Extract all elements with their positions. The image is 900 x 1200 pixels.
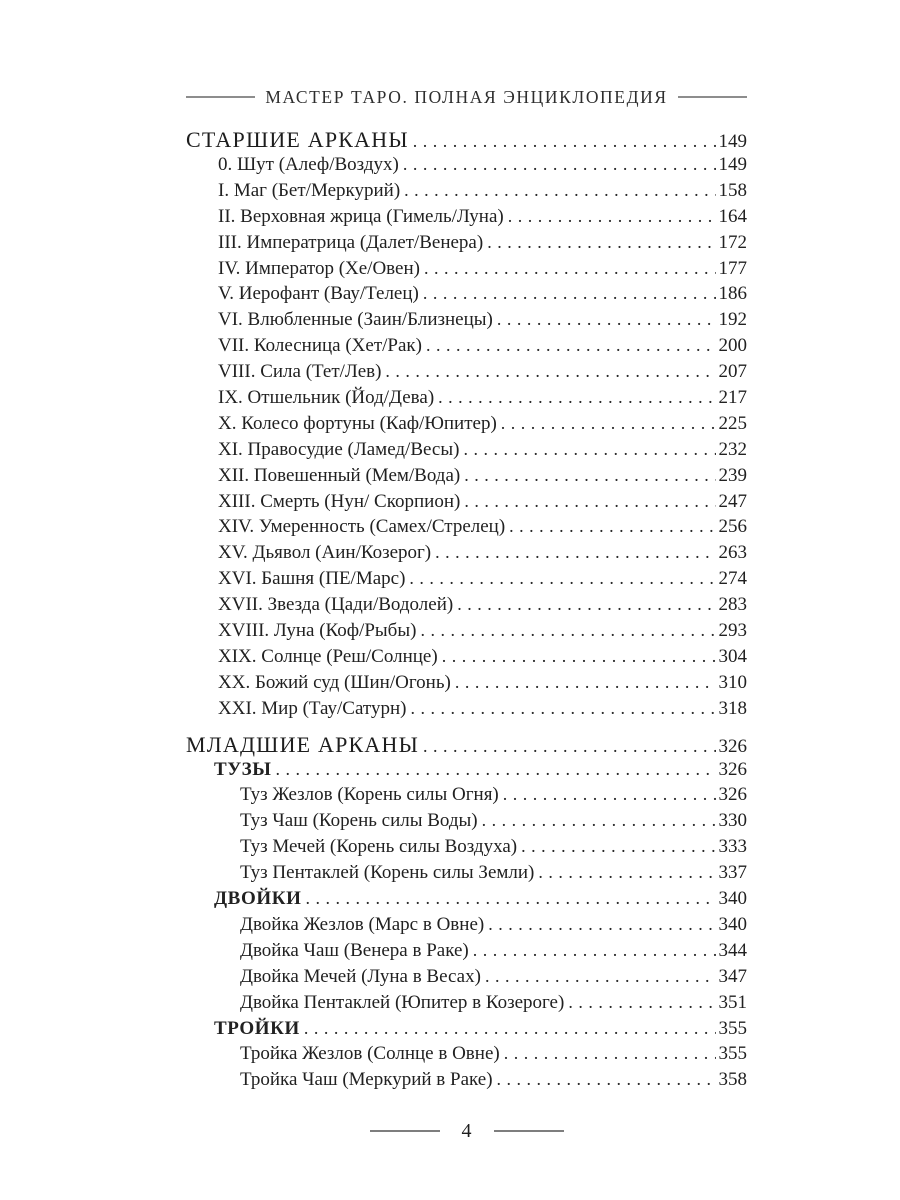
toc-entry-page-number: 158 xyxy=(718,179,747,201)
toc-entry xyxy=(186,283,747,309)
toc-entry-page-number: 192 xyxy=(718,309,747,331)
toc-entry xyxy=(186,594,747,620)
toc-entry-title: Туз Жезлов (Корень силы Огня) xyxy=(240,784,499,806)
dot-leader xyxy=(410,698,715,719)
toc-entry xyxy=(186,940,747,966)
dot-leader xyxy=(521,836,715,857)
toc-entry xyxy=(186,620,747,646)
toc-entry xyxy=(186,646,747,672)
toc-entry xyxy=(186,759,747,785)
toc-entry-page-number: 239 xyxy=(718,464,747,486)
toc-entry-page-number: 186 xyxy=(718,283,747,305)
toc-entry-title: ТРОЙКИ xyxy=(214,1017,300,1039)
dot-leader xyxy=(409,568,715,589)
toc-entry-title: Туз Чаш (Корень силы Воды) xyxy=(240,810,478,832)
page-footer xyxy=(186,1118,747,1144)
toc-entry-page-number: 358 xyxy=(718,1069,747,1091)
toc-entry-page-number: 149 xyxy=(718,131,747,152)
toc-entry-page-number: 355 xyxy=(718,1043,747,1065)
toc-entry xyxy=(186,206,747,232)
toc-entry xyxy=(186,154,747,180)
dot-leader xyxy=(275,759,715,780)
toc-entry-title: XXI. Мир (Тау/Сатурн) xyxy=(218,697,407,719)
dot-leader xyxy=(568,992,715,1013)
toc-entry-title: ТУЗЫ xyxy=(214,758,272,780)
toc-entry-title: 0. Шут (Алеф/Воздух) xyxy=(218,154,399,175)
toc-entry-page-number: 326 xyxy=(718,758,747,780)
toc-entry xyxy=(186,966,747,992)
dot-leader xyxy=(423,283,716,304)
footer-rule-left xyxy=(370,1130,440,1132)
toc-entry-title: XIX. Солнце (Реш/Солнце) xyxy=(218,645,438,667)
toc-entry-page-number: 293 xyxy=(718,620,747,642)
toc-entry-title: VII. Колесница (Хет/Рак) xyxy=(218,335,422,357)
toc-entry-page-number: 344 xyxy=(718,939,747,961)
toc-entry-page-number: 217 xyxy=(718,387,747,409)
toc-entry xyxy=(186,232,747,258)
toc-entry-title: XIV. Умеренность (Самех/Стрелец) xyxy=(218,516,506,538)
toc-entry-page-number: 347 xyxy=(718,965,747,987)
toc-entry xyxy=(186,491,747,517)
toc-entry-title: Двойка Чаш (Венера в Раке) xyxy=(240,939,469,961)
toc-entry-title: X. Колесо фортуны (Каф/Юпитер) xyxy=(218,412,497,434)
dot-leader xyxy=(420,620,715,641)
toc-entry-title: Тройка Жезлов (Солнце в Овне) xyxy=(240,1043,500,1065)
toc-entry-page-number: 304 xyxy=(718,645,747,667)
dot-leader xyxy=(404,180,715,201)
toc-entry xyxy=(186,361,747,387)
dot-leader xyxy=(435,542,715,563)
toc-entry xyxy=(186,465,747,491)
toc-entry-page-number: 326 xyxy=(718,735,747,757)
toc-entry-page-number: 340 xyxy=(718,888,747,910)
dot-leader xyxy=(509,516,715,537)
toc-entry-title: Тройка Чаш (Меркурий в Раке) xyxy=(240,1069,493,1091)
toc-entry-title: Двойка Пентаклей (Юпитер в Козероге) xyxy=(240,991,565,1013)
table-of-contents xyxy=(186,127,747,1095)
toc-entry-title: IX. Отшельник (Йод/Дева) xyxy=(218,387,435,409)
toc-entry-page-number: 225 xyxy=(718,412,747,434)
dot-leader xyxy=(487,232,715,253)
dot-leader xyxy=(473,940,716,961)
toc-entry-title: СТАРШИЕ АРКАНЫ xyxy=(186,127,409,152)
toc-entry xyxy=(186,672,747,698)
toc-entry xyxy=(186,127,747,154)
toc-entry-title: VI. Влюбленные (Заин/Близнецы) xyxy=(218,309,493,331)
dot-leader xyxy=(385,361,715,382)
toc-entry-title: XX. Божий суд (Шин/Огонь) xyxy=(218,671,451,693)
dot-leader xyxy=(424,258,716,279)
dot-leader xyxy=(504,1043,716,1064)
toc-entry-title: ДВОЙКИ xyxy=(214,888,302,910)
toc-entry-page-number: 283 xyxy=(718,594,747,616)
dot-leader xyxy=(457,594,715,615)
toc-entry xyxy=(186,180,747,206)
toc-entry-page-number: 340 xyxy=(718,913,747,935)
toc-entry xyxy=(186,784,747,810)
toc-entry xyxy=(186,568,747,594)
toc-entry-title: XVIII. Луна (Коф/Рыбы) xyxy=(218,620,417,642)
toc-entry-title: Двойка Жезлов (Марс в Овне) xyxy=(240,913,485,935)
toc-entry-title: Двойка Мечей (Луна в Весах) xyxy=(240,965,481,987)
dot-leader xyxy=(423,736,716,757)
toc-entry xyxy=(186,888,747,914)
toc-entry-title: XVII. Звезда (Цади/Водолей) xyxy=(218,594,454,616)
toc-entry-page-number: 337 xyxy=(718,862,747,884)
toc-entry-title: IV. Император (Хе/Овен) xyxy=(218,257,420,279)
dot-leader xyxy=(305,888,715,909)
toc-entry xyxy=(186,698,747,724)
toc-entry-page-number: 256 xyxy=(718,516,747,538)
toc-entry-page-number: 351 xyxy=(718,991,747,1013)
toc-entry-title: I. Маг (Бет/Меркурий) xyxy=(218,179,401,201)
page-content xyxy=(186,0,747,1095)
toc-entry xyxy=(186,914,747,940)
dot-leader xyxy=(488,914,715,935)
running-head xyxy=(186,86,747,108)
toc-entry xyxy=(186,258,747,284)
dot-leader xyxy=(538,862,715,883)
toc-entry-page-number: 172 xyxy=(718,231,747,253)
toc-entry xyxy=(186,516,747,542)
toc-entry-page-number: 164 xyxy=(718,205,747,227)
toc-entry-page-number: 232 xyxy=(718,438,747,460)
dot-leader xyxy=(438,387,715,408)
toc-entry xyxy=(186,387,747,413)
toc-entry-title: XI. Правосудие (Ламед/Весы) xyxy=(218,438,460,460)
toc-entry xyxy=(186,732,747,759)
running-head-title: МАСТЕР ТАРО. ПОЛНАЯ ЭНЦИКЛОПЕДИЯ xyxy=(265,86,668,107)
dot-leader xyxy=(413,131,716,152)
toc-entry xyxy=(186,542,747,568)
dot-leader xyxy=(464,465,715,486)
toc-entry-page-number: 355 xyxy=(718,1017,747,1039)
dot-leader xyxy=(464,491,715,512)
dot-leader xyxy=(426,335,716,356)
toc-entry-page-number: 177 xyxy=(718,257,747,279)
dot-leader xyxy=(482,810,716,831)
toc-entry-title: XV. Дьявол (Аин/Козерог) xyxy=(218,542,432,564)
dot-leader xyxy=(304,1018,716,1039)
toc-entry xyxy=(186,1043,747,1069)
toc-entry xyxy=(186,413,747,439)
toc-entry-title: II. Верховная жрица (Гимель/Луна) xyxy=(218,205,504,227)
toc-entry-title: XII. Повешенный (Мем/Вода) xyxy=(218,464,461,486)
toc-entry xyxy=(186,862,747,888)
toc-entry-page-number: 200 xyxy=(718,335,747,357)
dot-leader xyxy=(503,784,716,805)
toc-entry-title: МЛАДШИЕ АРКАНЫ xyxy=(186,731,419,757)
dot-leader xyxy=(463,439,715,460)
dot-leader xyxy=(442,646,716,667)
toc-entry-title: XIII. Смерть (Нун/ Скорпион) xyxy=(218,490,461,512)
toc-entry-page-number: 263 xyxy=(718,542,747,564)
toc-entry-title: V. Иерофант (Вау/Телец) xyxy=(218,283,419,305)
toc-entry-page-number: 318 xyxy=(718,697,747,719)
toc-entry xyxy=(186,309,747,335)
toc-entry-page-number: 274 xyxy=(718,568,747,590)
toc-entry-title: VIII. Сила (Тет/Лев) xyxy=(218,361,382,383)
dot-leader xyxy=(497,309,716,330)
dot-leader xyxy=(485,966,716,987)
toc-entry xyxy=(186,1018,747,1044)
toc-entry xyxy=(186,992,747,1018)
dot-leader xyxy=(497,1069,716,1090)
toc-entry-title: III. Императрица (Далет/Венера) xyxy=(218,231,484,253)
header-rule-right xyxy=(678,96,747,98)
toc-entry xyxy=(186,1069,747,1095)
dot-leader xyxy=(403,154,716,175)
dot-leader xyxy=(508,206,716,227)
toc-entry-page-number: 310 xyxy=(718,671,747,693)
toc-entry xyxy=(186,439,747,465)
toc-entry-page-number: 333 xyxy=(718,836,747,858)
toc-entry-title: Туз Пентаклей (Корень силы Земли) xyxy=(240,862,535,884)
toc-entry xyxy=(186,810,747,836)
toc-entry-page-number: 207 xyxy=(718,361,747,383)
toc-entry-page-number: 326 xyxy=(718,784,747,806)
dot-leader xyxy=(501,413,716,434)
dot-leader xyxy=(455,672,716,693)
toc-entry-page-number: 149 xyxy=(718,154,747,175)
toc-entry xyxy=(186,836,747,862)
toc-entry-page-number: 247 xyxy=(718,490,747,512)
folio-page-number: 4 xyxy=(461,1119,472,1142)
toc-entry-title: XVI. Башня (ПЕ/Марс) xyxy=(218,568,406,590)
toc-entry xyxy=(186,335,747,361)
toc-entry-page-number: 330 xyxy=(718,810,747,832)
footer-rule-right xyxy=(494,1130,564,1132)
header-rule-left xyxy=(186,96,255,98)
toc-entry-title: Туз Мечей (Корень силы Воздуха) xyxy=(240,836,518,858)
